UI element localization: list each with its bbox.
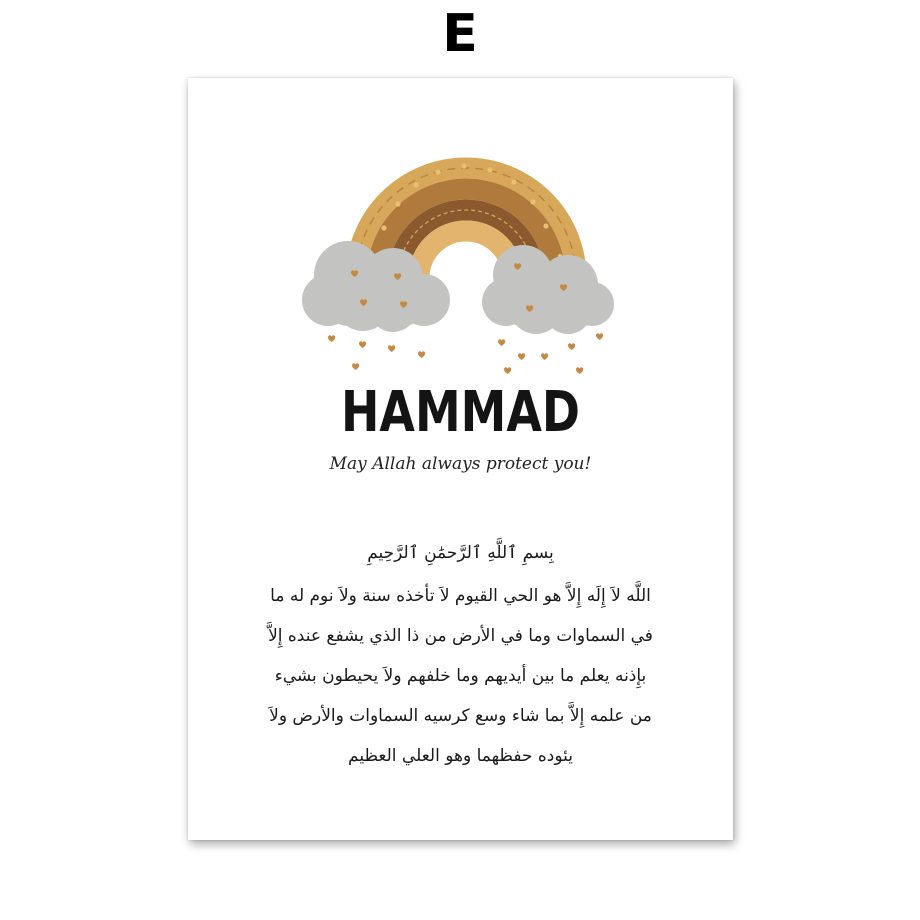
child-name-title: HAMMAD bbox=[340, 380, 581, 445]
poster-card bbox=[188, 78, 733, 840]
verse-line: من علمه إِلاَّ بما شاء وسع كرسيه السماوات والأرض ولاَ bbox=[269, 706, 652, 726]
blessing-subtitle: May Allah always protect you! bbox=[329, 454, 592, 474]
verse-line: اللَّه لاَ إِلَه إِلاَّ هو الحي القيوم لاَ تأخذه سنة ولاَ نوم له ما bbox=[270, 586, 651, 606]
verse-line: في السماوات وما في الأرض من ذا الذي يشفع عنده إِلاَّ bbox=[268, 626, 653, 646]
verse-line: بإِذنه يعلم ما بين أيديهم وما خلفهم ولاَ يحيطون بشيء bbox=[274, 666, 647, 686]
rainbow-with-clouds-and-hearts-icon bbox=[188, 78, 733, 388]
verse-line: يئوده حفظهما وهو العلي العظيم bbox=[348, 746, 573, 766]
verse-line-bismillah: بِسمِ ٱللَّهِ ٱلرَّحمَٰنِ ٱلرَّحِيمِ bbox=[367, 543, 554, 563]
ayat-al-kursi-verse bbox=[208, 530, 713, 776]
variant-letter: E bbox=[442, 4, 478, 64]
